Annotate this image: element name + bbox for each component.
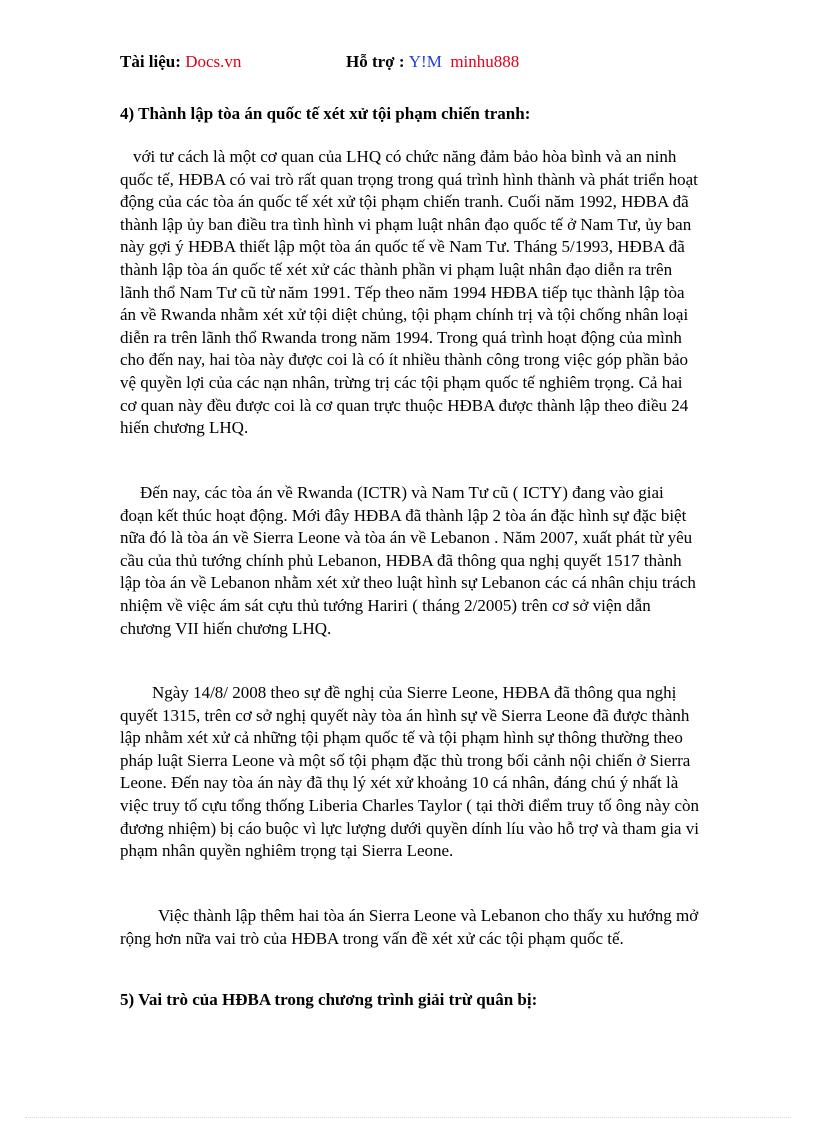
paragraph-3: Ngày 14/8/ 2008 theo sự đề nghị của Sierre Leone, HĐBA đã thông qua nghị quyết 1315, trên cơ sở nghị quyết này tòa án hình sự về Sierra Leone đã được thành lập nhằm xét xử cả những tội phạm quốc tế và tội phạm hình sự thông thường theo pháp luật Sierra Leone và một số tội phạm đặc thù trong bối cảnh nội chiến ở Sierra Leone. Đến nay tòa án này đã thụ lý xét xử khoảng 10 cá nhân, đáng chú ý nhất là việc truy tố cựu tổng thống Liberia Charles Taylor ( tại thời điểm truy tố ông này còn đương nhiệm) bị cáo buộc vì lực lượng dưới quyền dính líu vào hỗ trợ và tham gia vi phạm nhân quyền nghiêm trọng tại Sierra Leone. <box>120 683 699 861</box>
section-heading-4: 4) Thành lập tòa án quốc tế xét xử tội phạm chiến tranh: <box>120 104 531 123</box>
doc-source-label: Tài liệu <box>120 52 176 71</box>
support-ym[interactable]: Y!M <box>408 52 442 71</box>
doc-source: Tài liệu: Docs.vn <box>120 52 242 71</box>
paragraph-4: Việc thành lập thêm hai tòa án Sierra Leone và Lebanon cho thấy xu hướng mở rộng hơn nữa vai trò của HĐBA trong vấn đề xét xử các tội phạm quốc tế. <box>120 906 699 948</box>
support-id[interactable]: minhu888 <box>450 52 520 71</box>
doc-source-link[interactable]: Docs.vn <box>185 52 242 71</box>
paragraph-2: Đến nay, các tòa án về Rwanda (ICTR) và Nam Tư cũ ( ICTY) đang vào giai đoạn kết thúc hoạt động. Mới đây HĐBA đã thành lập 2 tòa án đặc hình sự đặc biệt nữa đó là tòa án về Sierra Leone và tòa án về Lebanon . Năm 2007, xuất phát từ yêu cầu của thủ tướng chính phủ Lebanon, HĐBA đã thông qua nghị quyết 1517 thành lập tòa án về Lebanon nhằm xét xử theo luật hình sự Lebanon các cá nhân chịu trách nhiệm về việc ám sát cựu thủ tướng Hariri ( tháng 2/2005) trên cơ sở viện dẫn chương VII hiến chương LHQ. <box>120 483 696 638</box>
paragraph-1: với tư cách là một cơ quan của LHQ có chức năng đảm bảo hòa bình và an ninh quốc tế, HĐBA có vai trò rất quan trọng trong quá trình hình thành và phát triển hoạt động của các tòa án quốc tế xét xử tội phạm chiến tranh. Cuối năm 1992, HĐBA đã thành lập ủy ban điều tra tình hình vi phạm luật nhân đạo quốc tế ở Nam Tư, ủy ban này gợi ý HĐBA thiết lập một tòa án quốc tế về Nam Tư. Tháng 5/1993, HĐBA đã thành lập tòa án quốc tế xét xử các thành phần vi phạm luật nhân đạo diễn ra trên lãnh thổ Nam Tư cũ từ năm 1991. Tếp theo năm 1994 HĐBA tiếp tục thành lập tòa án về Rwanda nhằm xét xử tội diệt chủng, tội phạm chính trị và tội chống nhân loại diễn ra trên lãnh thổ Rwanda trong năm 1994. Trong quá trình hoạt động của mình cho đến nay, hai tòa này được coi là có ít nhiều thành công trong việc góp phần bảo vệ quyền lợi của các nạn nhân, trừng trị các tội phạm quốc tế nghiêm trọng. Cả hai cơ quan này đều được coi là cơ quan trực thuộc HĐBA được thành lập theo điều 24 hiến chương LHQ. <box>120 147 698 438</box>
page-header <box>120 52 720 76</box>
support-label: Hỗ trợ <box>346 52 395 71</box>
support-info: Hỗ trợ : Y!M minhu888 <box>346 52 520 71</box>
page-bottom-divider <box>25 1117 791 1118</box>
section-heading-5: 5) Vai trò của HĐBA trong chương trình giải trừ quân bị: <box>120 990 538 1009</box>
